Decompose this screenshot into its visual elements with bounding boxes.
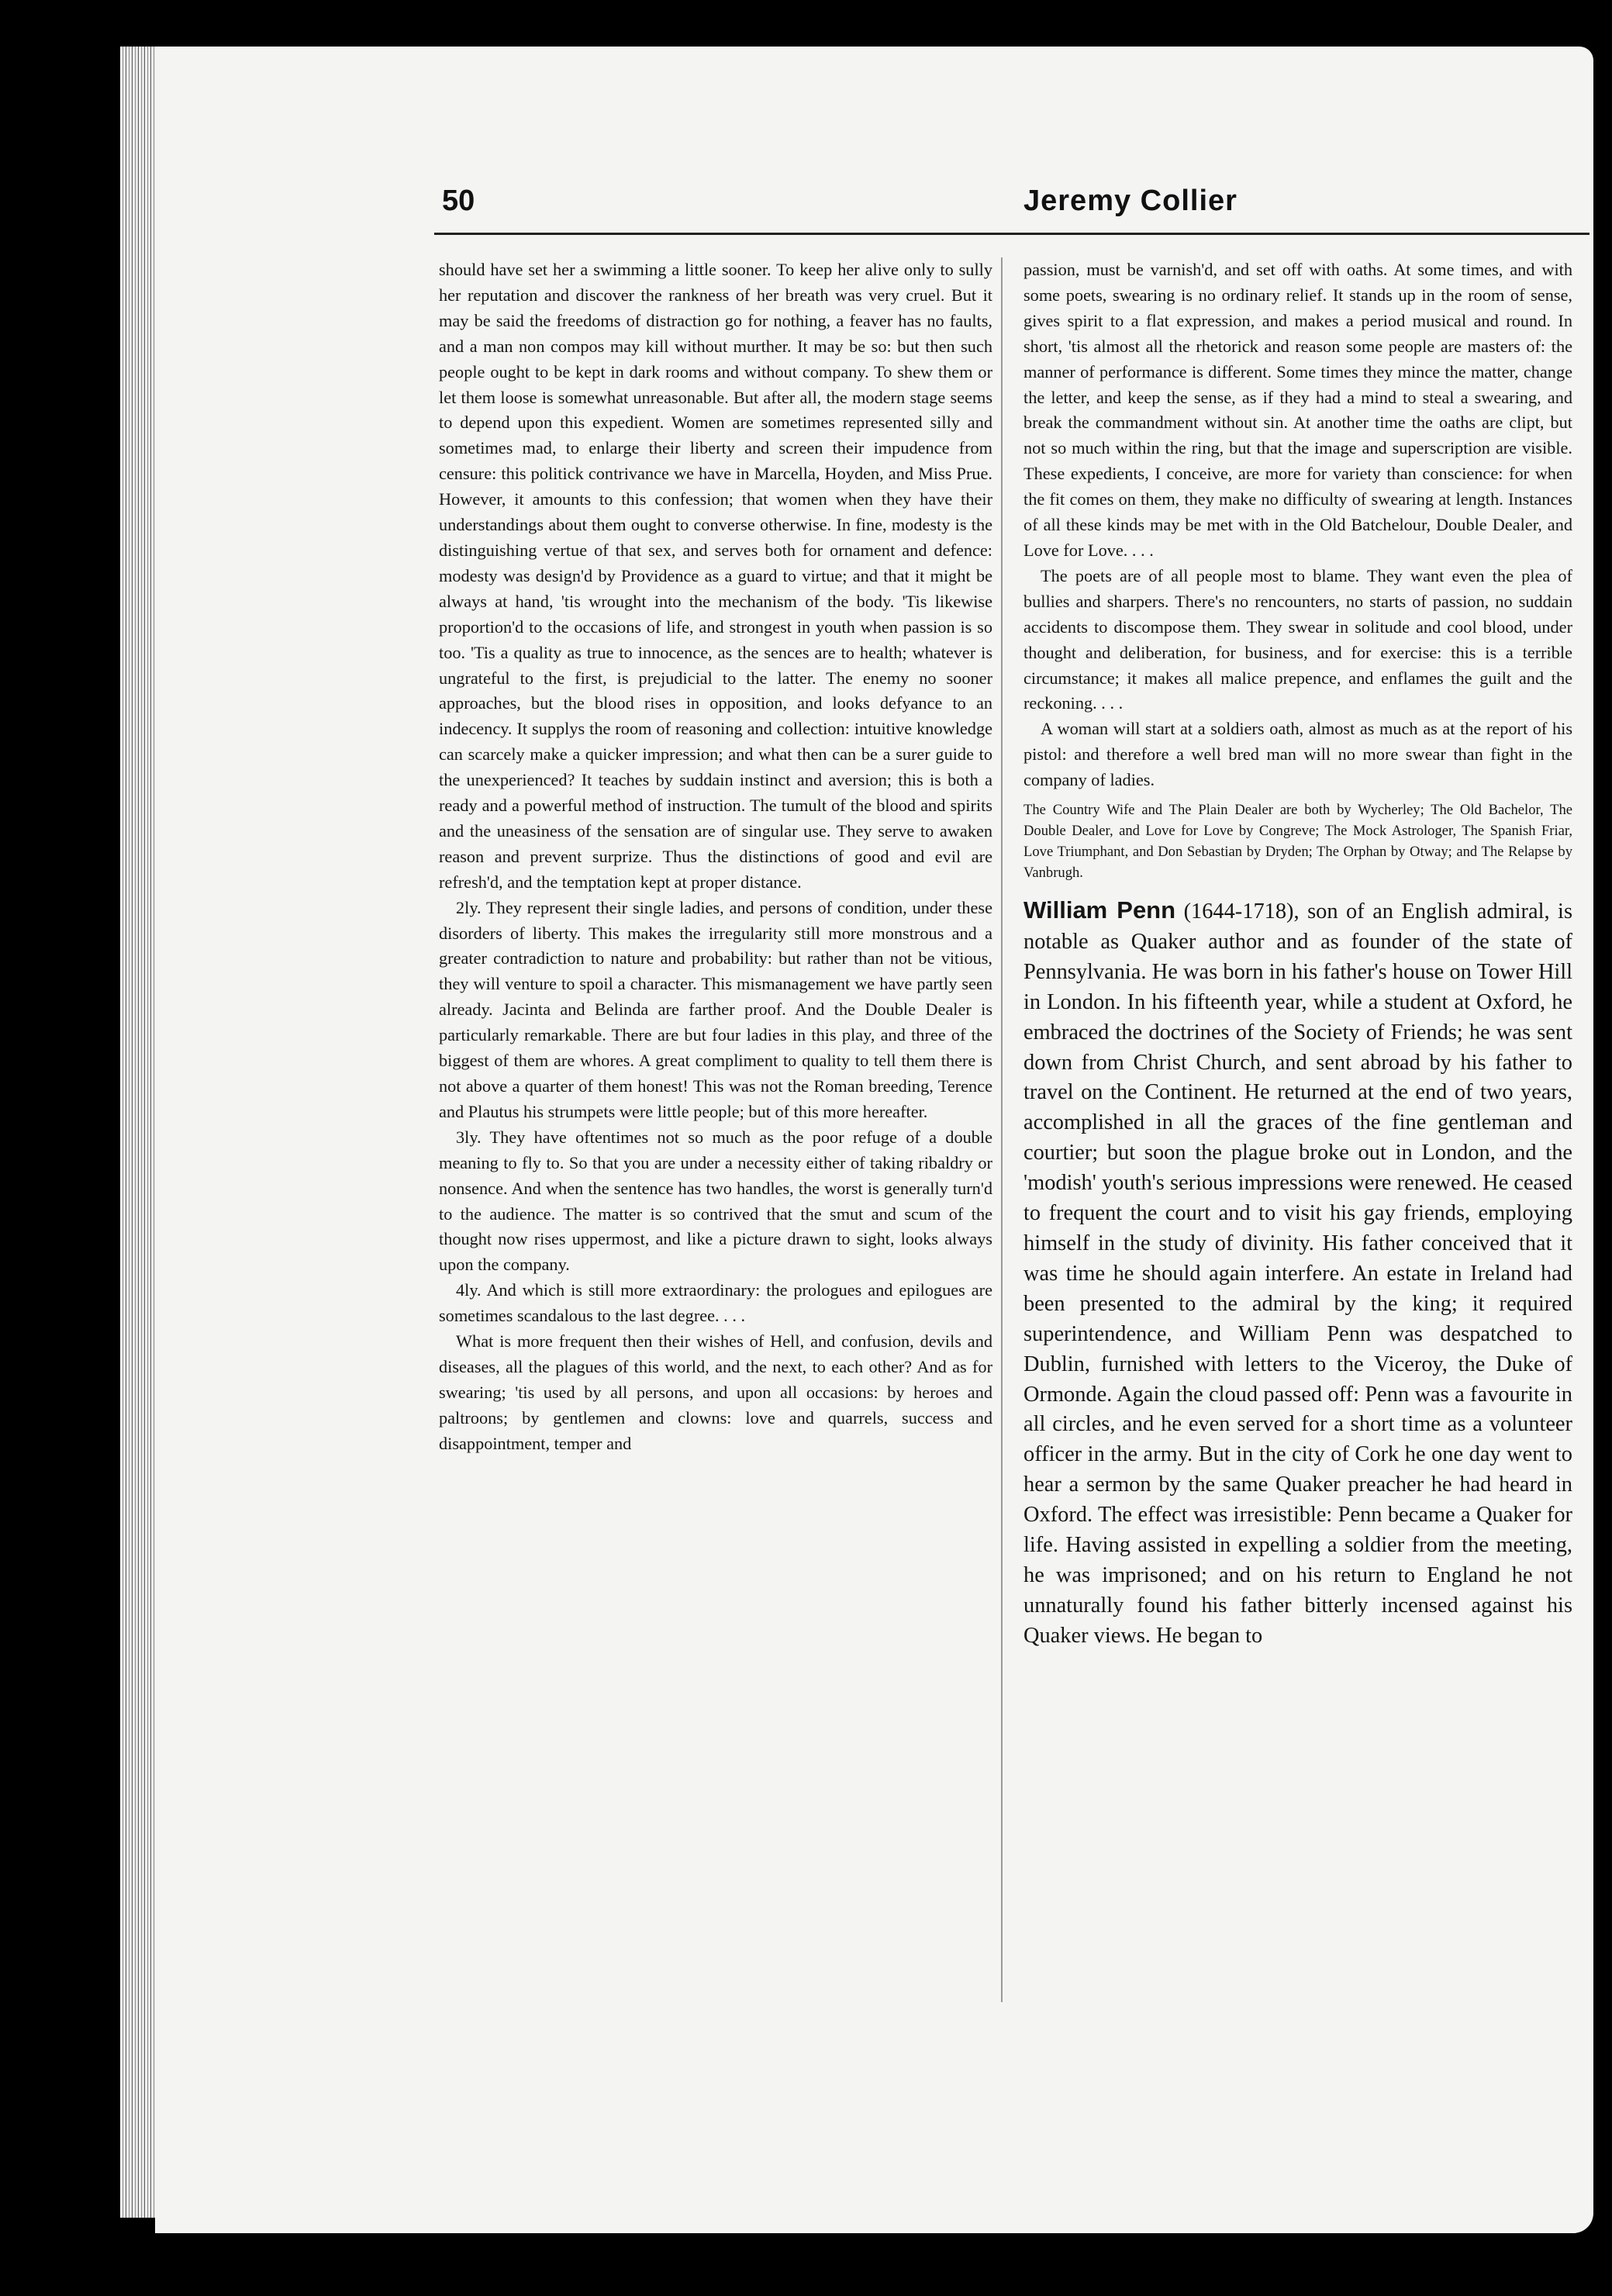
header-rule [434, 233, 1590, 235]
left-paragraph-5: What is more frequent then their wishes of Hell, and confusion, devils and diseases, all the plagues of this world, and the next, to each other? And as for swearing; 'tis used by all persons, and upon all occasions: by heroes and paltroons; by gentlemen and clowns: love and quarrels, success and disappointment, temper and [439, 1331, 992, 1453]
penn-paragraph [1023, 896, 1572, 1652]
column-divider [1001, 257, 1003, 2002]
right-paragraph-2: The poets are of all people most to blame. They want even the plea of bullies and sharpers. There's no rencounters, no starts of passion, no suddain accidents to discompose them. They swear in solitude and cool blood, under thought and deliberation, for business, and for exercise: this is a terrible circumstance; it makes all malice prepence, and enflames the guilt and the reckoning. . . . [1023, 565, 1572, 713]
running-head: Jeremy Collier [1023, 185, 1237, 217]
left-column [439, 257, 992, 1457]
page-number: 50 [442, 185, 475, 217]
page-header [279, 185, 1558, 231]
right-paragraph-3: A woman will start at a soldiers oath, almost as much as at the report of his pistol: and therefore a well bred man will no more swear than fight in the company of ladies. [1023, 719, 1572, 790]
footnote: The Country Wife and The Plain Dealer are both by Wycherley; The Old Bachelor, The Double Dealer, and Love for Love by Congreve; The Mock Astrologer, The Spanish Friar, Love Triumphant, and Don Sebastian by Dryden; The Orphan by Otway; and The Relapse by Vanbrugh. [1023, 802, 1572, 882]
penn-text: (1644-1718), son of an English admiral, is notable as Quaker author and as founder of the state of Pennsylvania. He was born in his father's house on Tower Hill in London. In his fifteenth year, while a student at Oxford, he embraced the doctrines of the Society of Friends; he was sent down from Christ Church, and sent abroad by his father to travel on the Continent. He returned at the end of two years, accomplished in all the graces of the fine gentleman and courtier; but soon the plague broke out in London, and the 'modish' youth's serious impressions were renewed. He ceased to frequent the court and to visit his gay friends, employing himself in the study of divinity. His father conceived that it was time he should again interfere. An estate in Ireland had been presented to the admiral by the king; it required superintendence, and William Penn was despatched to Dublin, furnished with letters to the Viceroy, the Duke of Ormonde. Again the cloud passed off: Penn was a favourite in all circles, and he even served for a short time as a volunteer officer in the army. But in the city of Cork he one day went to hear a sermon by the same Quaker preacher he had heard in Oxford. The effect was irresistible: Penn became a Quaker for life. Having assisted in expelling a soldier from the meeting, he was imprisoned; and on his return to England he not unnaturally found his father bitterly incensed against his Quaker views. He began to [1023, 899, 1572, 1648]
left-paragraph-3: 3ly. They have oftentimes not so much as the poor refuge of a double meaning to fly to. So that you are under a necessity either of taking ribaldry or nonsence. And when the sentence has two handles, the worst is generally turn'd to the audience. The matter is so contrived that the smut and scum of the thought now rises uppermost, and like a picture drawn to sight, looks always upon the company. [439, 1127, 992, 1275]
penn-name: William Penn [1023, 896, 1176, 924]
right-column [1023, 257, 1572, 1652]
left-paragraph-4: 4ly. And which is still more extraordinary: the prologues and epilogues are sometimes scandalous to the last degree. . . . [439, 1280, 992, 1326]
right-paragraph-1: passion, must be varnish'd, and set off with oaths. At some times, and with some poets, swearing is no ordinary relief. It stands up in the room of sense, gives spirit to a flat expression, and makes a period musical and round. In short, 'tis almost all the rhetorick and reason some people are masters of: the manner of performance is different. Some times they mince the matter, change the letter, and keep the sense, as if they had a mind to steal a swearing, and break the commandment without sin. At another time the oaths are clipt, but not so much within the ring, but that the image and superscription are visible. These expedients, I conceive, are more for variety than conscience: for when the fit comes on them, they make no difficulty of swearing at length. Instances of all these kinds may be met with in the Old Batchelour, Double Dealer, and Love for Love. . . . [1023, 260, 1572, 560]
left-paragraph-2: 2ly. They represent their single ladies, and persons of condition, under these disorders of liberty. This makes the irregularity still more monstrous and a greater contradiction to nature and probability: but rather than not be vitious, they will venture to spoil a character. This mismanagement we have partly seen already. Jacinta and Belinda are farther proof. And the Double Dealer is particularly remarkable. There are but four ladies in this play, and three of the biggest of them are whores. A great compliment to quality to tell them there is not above a quarter of them honest! This was not the Roman breeding, Terence and Plautus his strumpets were little people; but of this more hereafter. [439, 897, 992, 1121]
left-paragraph-1: should have set her a swimming a little sooner. To keep her alive only to sully her reputation and discover the rankness of her breath was very cruel. But it may be said the freedoms of distraction go for nothing, a feaver has no faults, and a man non compos may kill without murther. It may be so: but then such people ought to be kept in dark rooms and without company. To shew them or let them loose is somewhat unreasonable. But after all, the modern stage seems to depend upon this expedient. Women are sometimes represented silly and sometimes mad, to enlarge their liberty and screen their impudence from censure: this politick contrivance we have in Marcella, Hoyden, and Miss Prue. However, it amounts to this confession; that women when they have their understandings about them ought to converse otherwise. In fine, modesty is the distinguishing vertue of that sex, and serves both for ornament and defence: modesty was design'd by Providence as a guard to virtue; and that it might be always at hand, 'tis wrought into the mechanism of the body. 'Tis likewise proportion'd to the occasions of life, and strongest in youth when passion is so too. 'Tis a quality as true to innocence, as the sences are to health; whatever is ungrateful to the first, is prejudicial to the latter. The enemy no sooner approaches, but the blood rises in opposition, and looks defyance to an indecency. It supplys the room of reasoning and collection: intuitive knowledge can scarcely make a quicker impression; and what then can be a surer guide to the unexperienced? It teaches by suddain instinct and aversion; this is both a ready and a powerful method of instruction. The tumult of the blood and spirits and the uneasiness of the sensation are of singular use. They serve to awaken reason and prevent surprize. Thus the distinctions of good and evil are refresh'd, and the temptation kept at proper distance. [439, 260, 992, 892]
